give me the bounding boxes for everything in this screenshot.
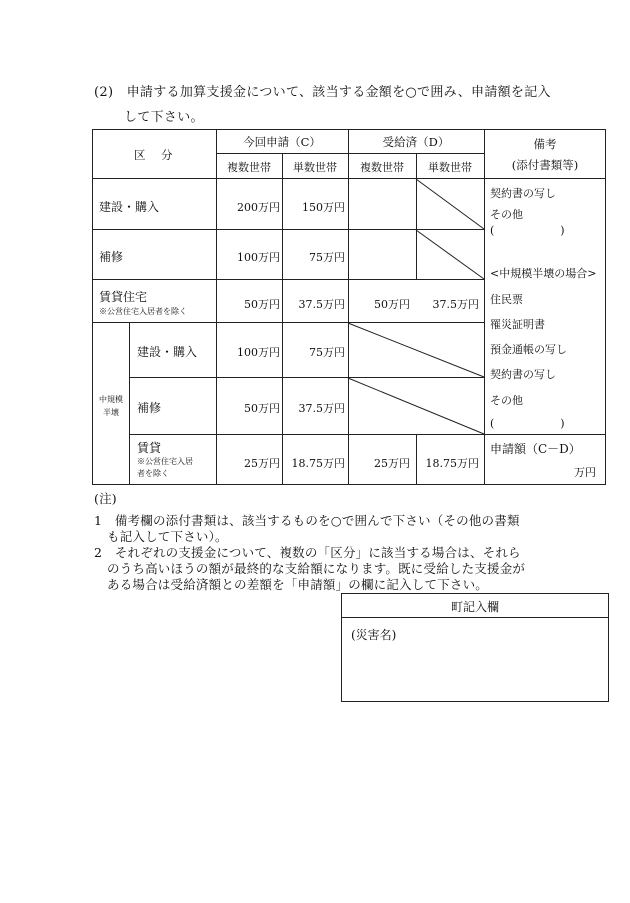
row-note-rental: 者を除く [137,469,169,478]
header-single-household: 単数世帯 [293,161,337,174]
header-multi-household: 複数世帯 [360,161,404,174]
row-label-rental: 賃貸住宅 [99,290,148,304]
na-diagonal [416,230,484,279]
note-1-line2: も記入して下さい）。 [107,529,228,544]
note-2-line1: 2 それぞれの支援金について、複数の「区分」に該当する場合は、それら [94,545,521,560]
notes-heading: (注) [94,491,117,506]
row-label-repair: 補修 [99,250,124,264]
note-1-line1: 1 備考欄の添付書類は、該当するものを○で囲んで下さい（その他の書類 [94,513,520,528]
amount-cell: 100万円 [237,251,280,264]
header-remarks-sub: (添付書類等) [511,158,579,172]
amount-cell: 200万円 [237,201,280,214]
amount-cell: 37.5万円 [298,298,345,311]
remarks-item: 預金通帳の写し [490,343,567,356]
amount-cell: 100万円 [237,346,280,359]
row-label-construction: 建設・購入 [137,345,198,359]
na-diagonal [348,378,484,434]
section-heading-line1: (2) 申請する加算支援金について、該当する金額を○で囲み、申請額を記入 [94,85,551,100]
row-label-repair: 補修 [137,401,162,415]
town-box-title: 町記入欄 [450,600,500,614]
row-note-rental: ※公営住宅入居者を除く [99,307,187,316]
na-diagonal [416,179,484,229]
amount-cell: 50万円 [244,402,280,415]
row-label-rental: 賃貸 [137,441,162,455]
header-current-application: 今回申請（C） [243,135,321,149]
group-label-mid-scale: 中規模 [99,395,123,404]
remarks-item: ( ) [490,417,565,430]
header-received: 受給済（D） [382,135,450,149]
na-diagonal [348,323,484,377]
amount-cell: 37.5万円 [432,298,479,311]
remarks-item: 罹災証明書 [490,318,545,331]
amount-cell: 37.5万円 [298,402,345,415]
disaster-name-label[interactable]: (災害名) [351,628,397,642]
row-label-construction: 建設・購入 [99,200,160,214]
group-label-half-destroyed: 半壊 [103,408,119,417]
note-2-line2: のうち高いほうの額が最終的な支給額になります。既に受給した支援金が [107,561,526,576]
remarks-item: <中規模半壊の場合> [490,267,597,280]
header-kubun: 区 分 [134,148,175,162]
amount-cell: 75万円 [309,251,345,264]
applied-amount-unit[interactable]: 万円 [574,466,596,479]
amount-cell: 25万円 [244,457,280,470]
applied-amount-label: 申請額（C－D） [490,442,581,456]
section-heading-line2: して下さい。 [124,110,204,125]
amount-cell: 75万円 [309,346,345,359]
header-multi-household: 複数世帯 [227,161,271,174]
amount-cell: 50万円 [374,298,410,311]
remarks-item: その他 [490,394,523,407]
remarks-item: 契約書の写し [490,368,556,381]
row-note-rental: ※公営住宅入居 [137,457,193,466]
amount-cell: 150万円 [302,201,345,214]
amount-cell: 18.75万円 [291,457,345,470]
amount-cell: 50万円 [244,298,280,311]
remarks-item: 住民票 [490,293,523,306]
header-remarks: 備考 [533,137,557,151]
header-single-household: 単数世帯 [428,161,472,174]
remarks-item: 契約書の写し [490,187,556,200]
remarks-item: その他 [490,208,523,221]
amount-cell: 18.75万円 [425,457,479,470]
amount-cell: 25万円 [374,457,410,470]
remarks-item: ( ) [490,224,565,237]
note-2-line3: ある場合は受給済額との差額を「申請額」の欄に記入して下さい。 [107,577,489,592]
